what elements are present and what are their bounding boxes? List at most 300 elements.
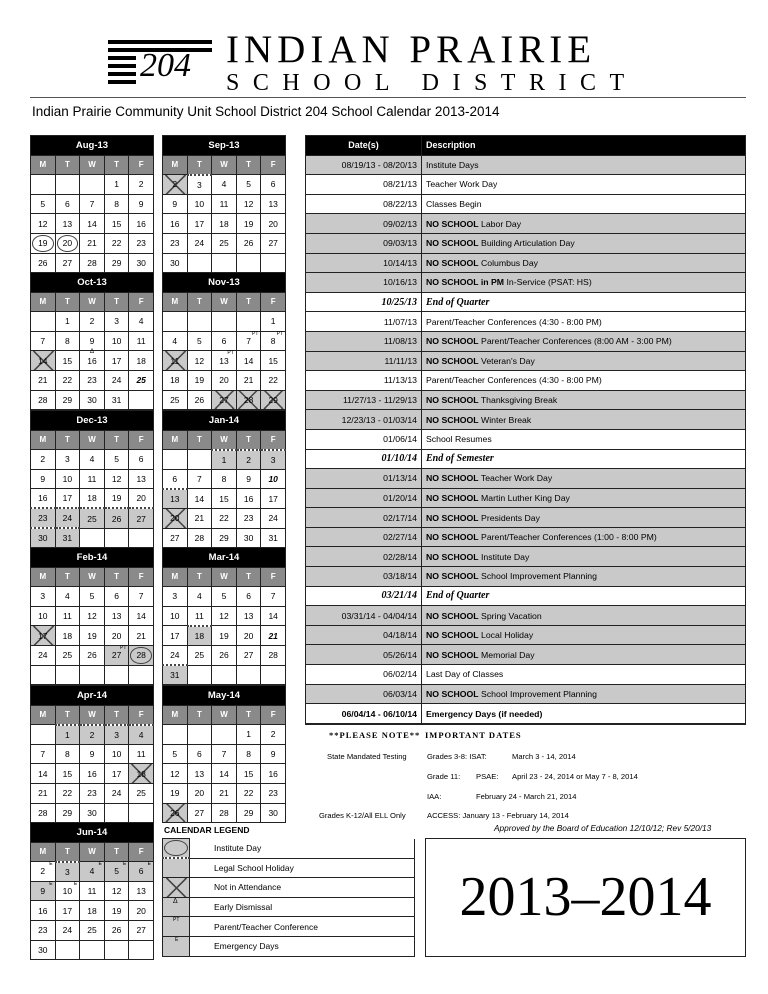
day-number: 15 — [62, 768, 73, 779]
day-cell — [187, 233, 212, 253]
weekday-label: M — [31, 567, 56, 587]
day-cell — [129, 645, 154, 665]
description-text: Institute Day — [478, 551, 530, 562]
day-cell — [31, 528, 56, 548]
day-cell — [129, 901, 154, 921]
date-cell: 01/13/14 — [306, 469, 422, 489]
day-cell — [212, 606, 237, 626]
month-header-row — [163, 548, 286, 568]
weekday-label: F — [129, 705, 154, 725]
legend-label: Early Dismissal — [190, 897, 415, 917]
day-cell — [129, 881, 154, 901]
day-cell — [55, 390, 80, 410]
day-cell — [55, 783, 80, 803]
day-cell — [104, 175, 129, 195]
month-name: Jan-14 — [163, 411, 286, 431]
day-cell — [163, 370, 188, 390]
day-number: 23 — [38, 513, 48, 524]
day-number: 27 — [170, 532, 180, 543]
day-cell — [80, 744, 105, 764]
day-cell — [104, 725, 129, 745]
week-row — [31, 862, 154, 882]
day-cell — [31, 764, 56, 784]
day-number: 27 — [136, 925, 146, 936]
day-number: 23 — [243, 513, 254, 524]
day-number: 9 — [246, 474, 251, 485]
day-number: 23 — [170, 238, 180, 249]
description-text: Thanksgiving Break — [478, 395, 558, 406]
description-column-header: Description — [422, 136, 746, 156]
day-cell — [129, 351, 154, 371]
week-row — [163, 764, 286, 784]
day-cell — [31, 194, 56, 214]
day-number: 19 — [243, 218, 254, 229]
day-cell — [104, 862, 129, 882]
week-row — [31, 901, 154, 921]
day-number: 13 — [243, 611, 254, 622]
day-cell — [236, 744, 261, 764]
week-row — [31, 489, 154, 509]
day-cell — [31, 489, 56, 509]
description-emphasis: NO SCHOOL — [426, 492, 479, 503]
day-number: 27 — [243, 650, 254, 661]
day-number: 16 — [87, 355, 97, 366]
description-text: Parent/Teacher Conferences (8:00 AM - 3:00 PM) — [478, 336, 672, 347]
day-number: 8 — [221, 474, 227, 485]
day-number: 24 — [62, 513, 73, 524]
day-cell — [55, 331, 80, 351]
day-number: 23 — [136, 238, 146, 249]
day-cell — [55, 489, 80, 509]
day-number: 27 — [194, 807, 205, 818]
day-number: 11 — [62, 611, 72, 622]
day-number: 14 — [38, 768, 48, 779]
day-number: 28 — [87, 257, 97, 268]
week-row — [31, 390, 154, 410]
description-cell — [422, 233, 746, 253]
day-number: 21 — [268, 630, 278, 641]
day-cell — [55, 233, 80, 253]
legend-item — [163, 936, 415, 956]
week-row — [31, 744, 154, 764]
day-cell — [80, 253, 105, 273]
day-cell — [261, 528, 286, 548]
day-number: 4 — [138, 316, 144, 327]
day-number: 6 — [138, 866, 144, 877]
day-cell — [55, 587, 80, 607]
day-number: 23 — [268, 788, 278, 799]
day-cell — [80, 645, 105, 665]
day-cell — [55, 450, 80, 470]
day-cell — [31, 725, 56, 745]
month-header-row — [163, 411, 286, 431]
day-cell — [55, 469, 80, 489]
description-cell — [422, 351, 746, 371]
day-cell — [104, 233, 129, 253]
week-row — [31, 645, 154, 665]
day-cell — [104, 390, 129, 410]
description-text: Parent/Teacher Conferences (4:30 - 8:00 PM) — [426, 316, 602, 327]
day-cell — [261, 744, 286, 764]
day-cell — [104, 940, 129, 960]
date-row — [306, 606, 746, 626]
day-number: 26 — [243, 238, 254, 249]
day-cell — [104, 469, 129, 489]
weekday-label: T — [55, 430, 80, 450]
date-cell: 05/26/14 — [306, 645, 422, 665]
weekday-label: F — [129, 567, 154, 587]
legend-item — [163, 839, 415, 859]
day-cell — [187, 783, 212, 803]
day-number: 26 — [87, 650, 97, 661]
description-text: Labor Day — [478, 218, 522, 229]
description-text: Local Holiday — [478, 630, 534, 641]
day-number: 12 — [111, 474, 122, 485]
day-cell — [187, 587, 212, 607]
day-number: 7 — [89, 199, 95, 210]
state-testing-label: State Mandated Testing — [327, 752, 407, 761]
header-rule — [30, 97, 746, 98]
week-row — [31, 881, 154, 901]
day-cell — [163, 783, 188, 803]
district-logo — [108, 36, 218, 88]
date-cell: 12/23/13 - 01/03/14 — [306, 410, 422, 430]
day-number: 28 — [194, 532, 205, 543]
day-cell — [261, 764, 286, 784]
institute-day-swatch — [163, 839, 190, 859]
weekday-header-row — [163, 292, 286, 312]
description-cell — [422, 312, 746, 332]
day-cell — [236, 626, 261, 646]
day-number: 9 — [40, 474, 46, 485]
description-text: Spring Vacation — [478, 610, 542, 621]
day-number: 31 — [170, 670, 180, 681]
day-number: 11 — [136, 336, 146, 347]
day-cell — [163, 214, 188, 234]
day-number: 20 — [219, 375, 229, 386]
day-number: 20 — [136, 493, 146, 504]
weekday-label: T — [55, 842, 80, 862]
weekday-label: T — [187, 705, 212, 725]
day-cell — [187, 370, 212, 390]
day-number: 19 — [194, 375, 205, 386]
day-cell — [55, 626, 80, 646]
week-row — [163, 489, 286, 509]
day-number: 2 — [172, 179, 178, 190]
important-dates-label: IMPORTANT DATES — [425, 730, 522, 740]
day-number: 21 — [136, 630, 146, 641]
day-cell — [129, 450, 154, 470]
e-mark: E — [49, 861, 53, 868]
date-cell: 03/21/14 — [306, 586, 422, 606]
psae-dates: April 23 - 24, 2014 or May 7 - 8, 2014 — [512, 772, 638, 781]
week-row — [31, 508, 154, 528]
holiday-swatch — [163, 858, 190, 878]
day-cell — [187, 665, 212, 685]
description-emphasis: NO SCHOOL — [426, 355, 479, 366]
day-cell — [55, 862, 80, 882]
day-cell — [80, 528, 105, 548]
day-cell — [31, 587, 56, 607]
board-approval-note: Approved by the Board of Education 12/10/12; Rev 5/20/13 — [494, 823, 712, 833]
day-number: 5 — [246, 179, 251, 190]
day-number: 6 — [270, 179, 276, 190]
date-cell: 10/16/13 — [306, 273, 422, 293]
day-cell — [55, 744, 80, 764]
description-text: Building Articulation Day — [478, 238, 575, 249]
description-cell — [422, 527, 746, 547]
weekday-label: M — [163, 567, 188, 587]
day-cell — [55, 665, 80, 685]
week-row — [163, 783, 286, 803]
date-cell: 10/25/13 — [306, 292, 422, 312]
day-cell — [212, 489, 237, 509]
description-emphasis: NO SCHOOL — [426, 473, 479, 484]
day-number: 11 — [194, 610, 204, 621]
weekday-label: T — [187, 430, 212, 450]
description-cell — [422, 155, 746, 175]
week-row — [31, 528, 154, 548]
day-number: 3 — [270, 454, 276, 465]
day-number: 7 — [221, 749, 227, 760]
day-cell — [187, 528, 212, 548]
day-cell — [212, 764, 237, 784]
grades-3-8-label: Grades 3-8: ISAT: — [427, 752, 487, 761]
month-calendar-sep13 — [162, 135, 286, 273]
grade-11-label: Grade 11: — [427, 772, 461, 781]
description-text: Veteran's Day — [478, 355, 535, 366]
date-row — [306, 292, 746, 312]
legend-label: Parent/Teacher Conference — [190, 917, 415, 937]
description-emphasis: End of Quarter — [426, 590, 490, 602]
day-number: 1 — [246, 729, 251, 740]
date-row — [306, 586, 746, 606]
day-number: 29 — [62, 394, 73, 405]
day-number: 3 — [65, 866, 70, 877]
week-row — [163, 725, 286, 745]
weekday-label: M — [31, 292, 56, 312]
description-cell — [422, 586, 746, 606]
day-cell — [187, 626, 212, 646]
weekday-label: F — [261, 155, 286, 175]
week-row — [31, 764, 154, 784]
day-number: 21 — [38, 375, 48, 386]
weekday-label: F — [261, 292, 286, 312]
weekday-label: M — [31, 155, 56, 175]
weekday-header-row — [163, 567, 286, 587]
day-number: 10 — [268, 474, 278, 485]
day-number: 13 — [170, 493, 180, 504]
weekday-label: W — [80, 705, 105, 725]
weekday-header-row — [31, 567, 154, 587]
date-row — [306, 488, 746, 508]
day-cell — [187, 175, 212, 195]
week-row — [31, 725, 154, 745]
month-header-row — [31, 136, 154, 156]
day-cell — [80, 665, 105, 685]
day-cell — [55, 528, 80, 548]
day-number: 26 — [38, 257, 48, 268]
e-mark: E — [147, 861, 151, 868]
day-number: 19 — [170, 788, 180, 799]
month-header-row — [31, 548, 154, 568]
day-cell — [55, 606, 80, 626]
day-cell — [104, 783, 129, 803]
day-cell — [163, 665, 188, 685]
day-number: 13 — [62, 218, 73, 229]
day-cell — [129, 587, 154, 607]
day-cell — [55, 214, 80, 234]
description-cell — [422, 175, 746, 195]
date-row — [306, 214, 746, 234]
day-number: 9 — [270, 749, 276, 760]
day-number: 3 — [40, 591, 46, 602]
date-cell: 06/02/14 — [306, 665, 422, 685]
day-number: 25 — [62, 650, 73, 661]
day-cell — [31, 508, 56, 528]
description-emphasis: NO SCHOOL — [426, 512, 479, 523]
day-number: 6 — [114, 591, 119, 602]
day-number: 2 — [89, 316, 95, 327]
date-cell: 11/11/13 — [306, 351, 422, 371]
day-cell — [212, 528, 237, 548]
weekday-label: T — [236, 567, 261, 587]
day-number: 16 — [170, 218, 180, 229]
day-cell — [55, 351, 80, 371]
day-number: 14 — [194, 493, 205, 504]
description-cell — [422, 410, 746, 430]
day-number: 30 — [38, 533, 48, 544]
day-cell — [236, 665, 261, 685]
month-calendar-may14 — [162, 685, 286, 823]
description-emphasis: NO SCHOOL — [426, 395, 479, 406]
day-number: 11 — [170, 355, 180, 366]
week-row — [31, 233, 154, 253]
day-number: 24 — [111, 788, 122, 799]
day-number: 16 — [268, 768, 278, 779]
day-number: 9 — [172, 199, 178, 210]
day-cell — [236, 312, 261, 332]
day-number: 15 — [219, 493, 229, 504]
day-cell — [129, 253, 154, 273]
weekday-label: T — [236, 155, 261, 175]
day-cell — [80, 940, 105, 960]
day-number: 5 — [197, 336, 202, 347]
day-cell — [236, 370, 261, 390]
day-number: 27 — [136, 513, 146, 524]
day-cell — [212, 645, 237, 665]
day-cell — [212, 783, 237, 803]
weekday-label: M — [163, 155, 188, 175]
day-number: 12 — [111, 886, 122, 897]
month-calendar-apr14 — [30, 685, 154, 823]
month-name: Aug-13 — [31, 136, 154, 156]
day-cell — [80, 920, 105, 940]
day-number: 17 — [38, 630, 48, 641]
description-cell — [422, 253, 746, 273]
day-cell — [31, 803, 56, 823]
day-number: 18 — [136, 355, 146, 366]
day-number: 7 — [40, 749, 46, 760]
day-cell — [80, 214, 105, 234]
day-number: 16 — [38, 905, 48, 916]
conference-swatch — [163, 917, 190, 937]
day-number: 23 — [87, 375, 97, 386]
day-cell — [187, 803, 212, 823]
day-cell — [129, 626, 154, 646]
day-number: 1 — [114, 179, 119, 190]
day-number: 28 — [243, 394, 254, 405]
psae-label: PSAE: — [476, 772, 499, 781]
day-number: 11 — [87, 886, 97, 897]
description-emphasis: NO SCHOOL — [426, 610, 479, 621]
triangle-icon: Δ — [173, 897, 178, 905]
weekday-header-row — [163, 430, 286, 450]
day-cell — [163, 803, 188, 823]
month-header-row — [31, 686, 154, 706]
day-cell — [31, 331, 56, 351]
day-number: 28 — [268, 650, 278, 661]
date-row — [306, 429, 746, 449]
description-cell — [422, 704, 746, 724]
week-row — [31, 606, 154, 626]
day-number: 10 — [194, 199, 205, 210]
day-cell — [31, 175, 56, 195]
day-cell — [104, 803, 129, 823]
day-number: 15 — [111, 218, 122, 229]
month-calendar-jan14 — [162, 410, 286, 548]
day-cell — [261, 469, 286, 489]
day-number: 24 — [194, 238, 205, 249]
day-cell — [80, 175, 105, 195]
week-row — [31, 803, 154, 823]
date-cell: 08/21/13 — [306, 175, 422, 195]
day-cell — [261, 489, 286, 509]
date-row — [306, 351, 746, 371]
day-number: 11 — [219, 199, 229, 210]
date-cell: 11/27/13 - 11/29/13 — [306, 390, 422, 410]
day-number: 18 — [62, 630, 73, 641]
description-emphasis: NO SCHOOL — [426, 649, 479, 660]
description-text: In-Service (PSAT: HS) — [504, 277, 592, 288]
day-cell — [80, 233, 105, 253]
day-number: 29 — [219, 532, 229, 543]
date-cell: 01/20/14 — [306, 488, 422, 508]
day-cell — [187, 331, 212, 351]
day-number: 1 — [65, 729, 70, 740]
day-cell — [31, 645, 56, 665]
description-cell — [422, 547, 746, 567]
week-row — [163, 390, 286, 410]
day-cell — [212, 351, 237, 371]
month-name: Dec-13 — [31, 411, 154, 431]
month-header-row — [31, 273, 154, 293]
day-number: 2 — [246, 454, 251, 465]
date-row — [306, 390, 746, 410]
date-cell: 11/13/13 — [306, 371, 422, 391]
day-cell — [80, 331, 105, 351]
month-calendar-dec13 — [30, 410, 154, 548]
week-row — [163, 351, 286, 371]
day-number: 19 — [219, 630, 229, 641]
day-number: 19 — [111, 905, 122, 916]
legend-title: CALENDAR LEGEND — [164, 825, 250, 835]
day-cell — [80, 862, 105, 882]
day-cell — [104, 626, 129, 646]
day-cell — [212, 469, 237, 489]
day-cell — [187, 450, 212, 470]
day-cell — [261, 351, 286, 371]
